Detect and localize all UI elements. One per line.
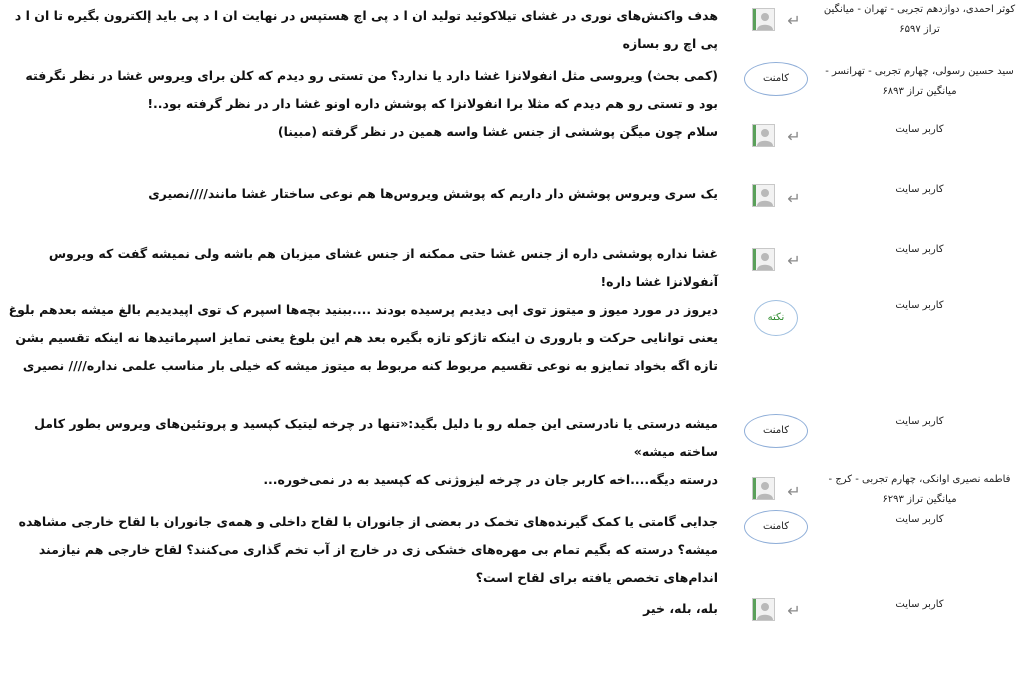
comment-author[interactable]: کوثر احمدی، دوازدهم تجربی - تهران - میانگین تراز ۶۵۹۷ — [823, 4, 1016, 35]
comment-button[interactable]: کامنت — [744, 510, 808, 544]
comment-author[interactable]: کاربر سایت — [895, 300, 944, 311]
user-avatar-icon — [752, 8, 775, 31]
user-avatar-icon — [752, 124, 775, 147]
comment-text: (کمی بحث) ویروسی مثل انفولانزا غشا دارد یا ندارد؟ من تستی رو دیدم که کلن برای ویروس غشا در نظر نگرفته بود و تستی رو هم دیدم که مثلا برا انفولانزا که پوشش داره اونو غشا دار در نظر گرفته بود..! — [25, 68, 718, 111]
comment-text: سلام چون میگن پوششی از جنس غشا واسه همین در نظر گرفته (مبینا) — [277, 124, 718, 139]
comment-text: جدایی گامتی یا کمک گیرنده‌های تخمک در بعضی از جانوران با لقاح داخلی و همه‌ی جانوران با لقاح خارجی مشاهده میشه؟ درسته که بگیم تمام بی مهره‌های خشکی زی در خارج از آب تخم گذاری می‌کنند؟ لقاح خارجی هم نیازمند اندام‌های تخصص یافته برای لقاح است؟ — [18, 514, 718, 585]
comment-text: بله، بله، خیر — [643, 601, 718, 616]
comment-author[interactable]: کاربر سایت — [895, 124, 944, 135]
reply-arrow-icon[interactable]: ↵ — [787, 11, 801, 30]
comment-text: دیروز در مورد میوز و میتوز توی اپی دیدیم پرسیده بودند ....ببنید بچه‌ها اسپرم ک توی اپیدیدیم بالغ میشه بعدهم بلوغ یعنی توانایی حرکت و باروری ن اینکه تاژکو تازه بگیره بعد هم این بلوغ یعنی تمایز اسپرماتیدها نه اینکه تقسیم بشن تازه اگه بخواد تمایزو به نوعی تقسیم مربوط کنه مربوط به میتوز میشه که خیلی بار مناسب علمی نداره//// نصیری — [8, 302, 718, 373]
comment-text: یک سری ویروس پوشش دار داریم که پوشش ویروس‌ها هم نوعی ساختار غشا مانند‌////نصیری — [148, 186, 718, 201]
comment-author[interactable]: کاربر سایت — [895, 514, 944, 525]
comment-author[interactable]: کاربر سایت — [895, 244, 944, 255]
comment-author[interactable]: کاربر سایت — [895, 416, 944, 427]
user-avatar-icon — [752, 184, 775, 207]
comment-author[interactable]: کاربر سایت — [895, 184, 944, 195]
reply-arrow-icon[interactable]: ↵ — [787, 482, 801, 501]
reply-arrow-icon[interactable]: ↵ — [787, 251, 801, 270]
reply-arrow-icon[interactable]: ↵ — [787, 127, 801, 146]
note-button[interactable]: نکته — [754, 300, 798, 336]
user-avatar-icon — [752, 598, 775, 621]
comment-button[interactable]: کامنت — [744, 62, 808, 96]
comment-text: درسته دیگه....اخه کاربر جان در چرخه لیزوژنی که کپسید به در نمی‌خوره... — [263, 472, 718, 487]
comment-button[interactable]: کامنت — [744, 414, 808, 448]
comment-text: غشا نداره پوششی داره از جنس غشا حتی ممکنه از جنس غشای میزبان هم باشه ولی نمیشه گفت که ویروس آنفولانزا غشا داره! — [48, 246, 718, 289]
comment-text: هدف واکنش‌های نوری در غشای تیلاکوئید تولید ان ا د پی اچ هستپس در نهایت ان ا د پی باید إلکترون بگیره تا ان ا د پی اچ رو بسازه — [14, 8, 718, 51]
comment-author[interactable]: سید حسین رسولی، چهارم تجربی - تهرانسر - میانگین تراز ۶۸۹۳ — [825, 66, 1014, 97]
user-avatar-icon — [752, 477, 775, 500]
comment-author[interactable]: فاطمه نصیری اوانکی، چهارم تجربی - کرج - میانگین تراز ۶۲۹۳ — [828, 474, 1011, 505]
comment-text: میشه درستی یا نادرستی این جمله رو با دلیل بگید:«تنها در چرخه لیتیک کپسید و پروتئین‌های ویروس بطور کامل ساخته میشه» — [34, 416, 718, 459]
reply-arrow-icon[interactable]: ↵ — [787, 189, 801, 208]
reply-arrow-icon[interactable]: ↵ — [787, 601, 801, 620]
user-avatar-icon — [752, 248, 775, 271]
comment-author[interactable]: کاربر سایت — [895, 599, 944, 610]
